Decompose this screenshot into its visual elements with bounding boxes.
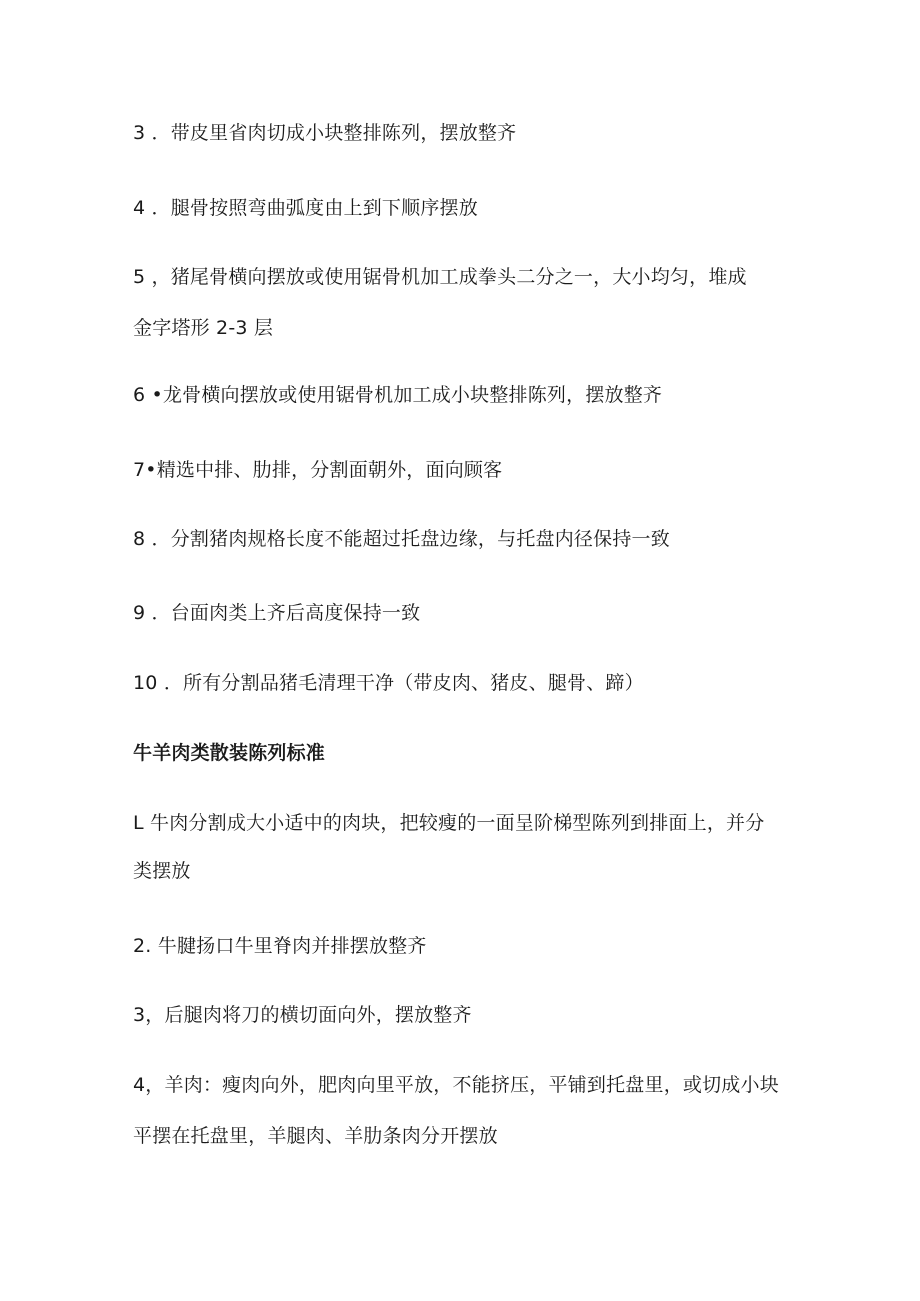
beef-item-3: 3，后腿肉将刀的横切面向外，摆放整齐 xyxy=(133,1004,472,1026)
pork-item-7: 7•精选中排、肋排，分割面朝外，面向顾客 xyxy=(133,459,503,481)
pork-item-10: 10 ．所有分割品猪毛清理干净（带皮肉、猪皮、腿骨、蹄） xyxy=(133,672,644,694)
section-heading: 牛羊肉类散装陈列标准 xyxy=(133,742,326,764)
pork-item-4: 4 ．腿骨按照弯曲弧度由上到下顺序摆放 xyxy=(133,197,478,219)
pork-item-3: 3 ．带皮里省肉切成小块整排陈列，摆放整齐 xyxy=(133,122,517,144)
pork-item-6: 6 •龙骨横向摆放或使用锯骨机加工成小块整排陈列，摆放整齐 xyxy=(133,384,663,406)
pork-item-5: 5 ，猪尾骨横向摆放或使用锯骨机加工成拳头二分之一，大小均匀，堆成 xyxy=(133,266,747,288)
pork-item-8: 8 ．分割猪肉规格长度不能超过托盘边缘，与托盘内径保持一致 xyxy=(133,528,670,550)
pork-item-5-continued: 金字塔形 2-3 层 xyxy=(133,317,274,339)
beef-item-1-continued: 类摆放 xyxy=(133,860,191,882)
beef-item-1: L 牛肉分割成大小适中的肉块，把较瘦的一面呈阶梯型陈列到排面上，并分 xyxy=(133,812,765,834)
beef-item-4-continued: 平摆在托盘里，羊腿肉、羊肋条肉分开摆放 xyxy=(133,1125,498,1147)
pork-item-9: 9 ．台面肉类上齐后高度保持一致 xyxy=(133,602,421,624)
beef-item-4: 4，羊肉：瘦肉向外，肥肉向里平放，不能挤压，平铺到托盘里，或切成小块 xyxy=(133,1074,779,1096)
beef-item-2: 2. 牛腱扬口牛里脊肉并排摆放整齐 xyxy=(133,935,427,957)
